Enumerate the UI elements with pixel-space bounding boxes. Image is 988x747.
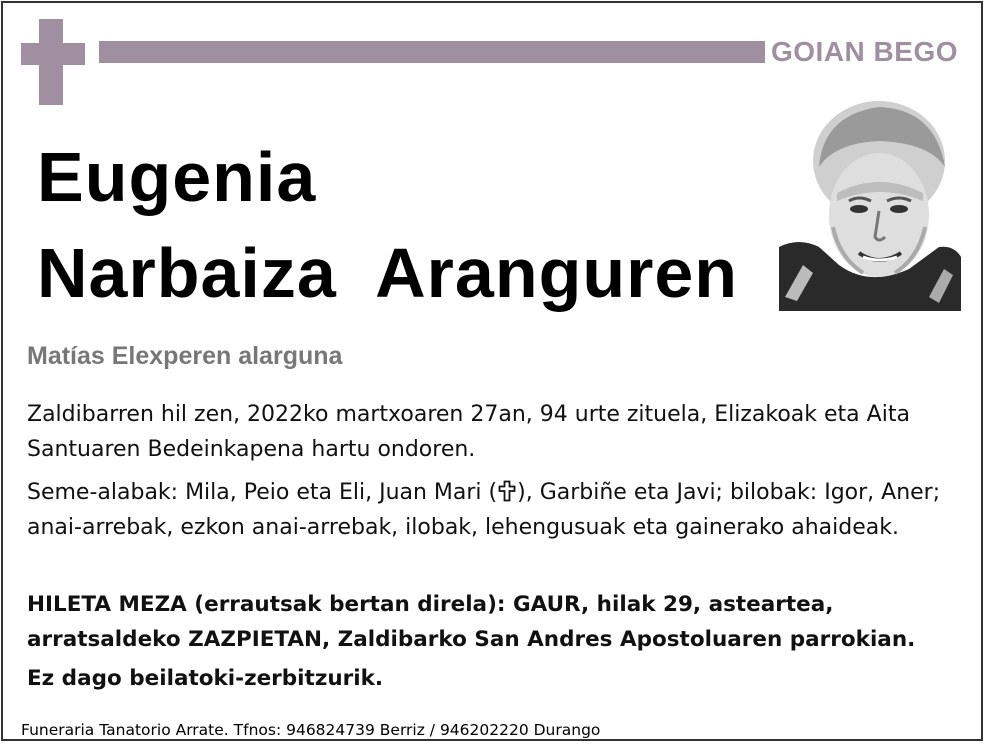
cross-icon bbox=[21, 19, 85, 105]
obituary-notice bbox=[1, 1, 983, 741]
family-text bbox=[27, 475, 967, 545]
cross-icon bbox=[497, 478, 517, 500]
death-notice-text: Zaldibarren hil zen, 2022ko martxoaren 27an, 94 urte zituela, Elizakoak eta Aita Santuaren Bedeinkapena hartu ondoren. bbox=[27, 402, 910, 462]
spouse-line: Matías Elexperen alarguna bbox=[27, 342, 343, 370]
portrait-photo bbox=[779, 97, 961, 311]
family-text-before: Seme-alabak: Mila, Peio eta Eli, Juan Mari ( bbox=[27, 480, 498, 505]
header-label: GOIAN BEGO bbox=[771, 36, 959, 67]
funeral-text: HILETA MEZA (errautsak bertan direla): GAUR, hilak 29, asteartea, arratsaldeko ZAZPIETAN, Zaldibarko San Andres Apostoluaren parrokian. bbox=[27, 592, 916, 652]
header-band bbox=[99, 41, 765, 63]
funeral-home-footer: Funeraria Tanatorio Arrate. Tfnos: 946824739 Berriz / 946202220 Durango bbox=[21, 721, 601, 739]
wake-text: Ez dago beilatoki-zerbitzurik. bbox=[27, 666, 384, 691]
deceased-surnames: Narbaiza Aranguren bbox=[37, 234, 739, 312]
deceased-first-name: Eugenia bbox=[37, 138, 317, 216]
family-text-after: ), Garbiñe eta Javi; bilobak: Igor, Aner; anai-arrebak, ezkon anai-arrebak, ilobak, lehengusuak eta gainerako ahaideak. bbox=[27, 480, 941, 540]
